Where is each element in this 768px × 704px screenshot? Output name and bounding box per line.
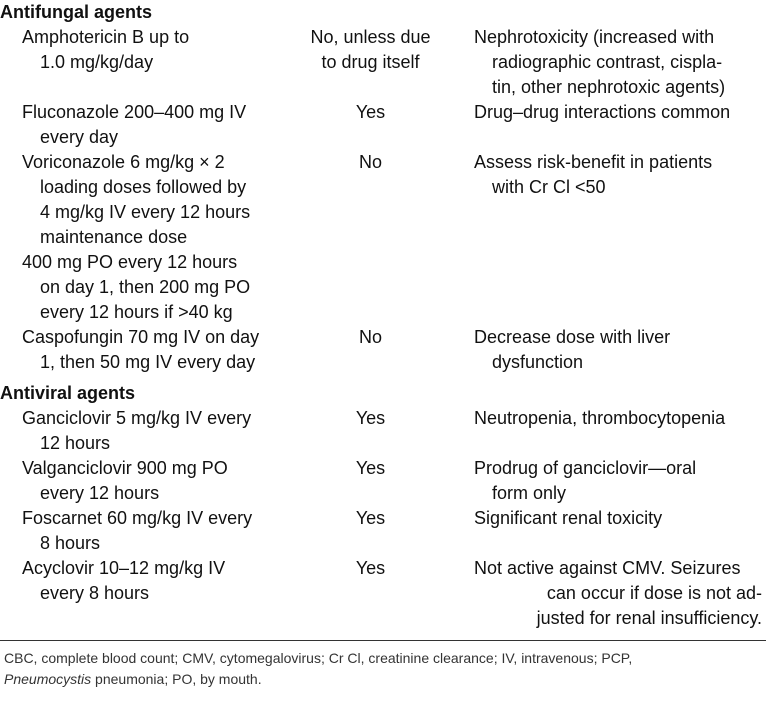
drug-cell [0,406,277,456]
notes-cell [464,325,766,375]
drug-cell-line: every 12 hours if >40 kg [40,302,233,322]
renal-adjustment-cell [277,456,464,506]
drug-cell-line: every 8 hours [40,583,150,603]
drug-cell-line: on day 1, then 200 mg PO [40,277,251,297]
footnote-line-1: CBC, complete blood count; CMV, cytomegalovirus; Cr Cl, creatinine clearance; IV, intravenous; PCP, [4,650,633,666]
drug-cell-line: Caspofungin 70 mg IV on day [22,327,260,347]
table-row [0,150,766,250]
table-row [0,25,766,100]
drug-cell-line: 8 hours [40,533,101,553]
renal-adjustment-cell-line: No [358,152,382,172]
drug-cell [0,456,277,506]
table-row [0,325,766,375]
table-row [0,406,766,456]
drug-cell-line: loading doses followed by [40,177,247,197]
notes-cell-line: Significant renal toxicity [474,508,663,528]
renal-adjustment-cell [277,100,464,150]
renal-adjustment-cell [277,325,464,375]
notes-cell-line: can occur if dose is not ad- [546,583,763,603]
notes-cell-line: Neutropenia, thrombocytopenia [474,408,726,428]
renal-adjustment-cell [277,250,464,325]
renal-adjustment-cell-line: to drug itself [321,52,420,72]
drug-cell-line: every 12 hours [40,483,160,503]
notes-cell-line: Prodrug of ganciclovir—oral [474,458,697,478]
drug-cell [0,506,277,556]
notes-cell-line: form only [492,483,567,503]
footnote-rule [0,640,766,641]
table-row [0,506,766,556]
drug-cell [0,556,277,631]
drug-cell [0,100,277,150]
table-row [0,556,766,631]
renal-adjustment-cell [277,150,464,250]
drug-cell-line: Acyclovir 10–12 mg/kg IV [22,558,226,578]
renal-adjustment-cell-line: No, unless due [310,27,431,47]
drug-cell-line: Valganciclovir 900 mg PO [22,458,228,478]
drug-cell-line: maintenance dose [40,227,188,247]
renal-adjustment-cell-line: Yes [355,102,386,122]
drug-cell-line: Fluconazole 200–400 mg IV [22,102,247,122]
notes-cell [464,25,766,100]
table-row [0,456,766,506]
drug-cell-line: 12 hours [40,433,111,453]
renal-adjustment-cell [277,406,464,456]
notes-cell [464,456,766,506]
notes-cell [464,556,766,631]
notes-cell [464,100,766,150]
table-row [0,250,766,325]
drug-cell-line: Foscarnet 60 mg/kg IV every [22,508,253,528]
renal-adjustment-cell-line: Yes [355,558,386,578]
notes-cell-line: with Cr Cl <50 [492,177,606,197]
drug-cell-line: 1, then 50 mg IV every day [40,352,256,372]
drug-cell-line: every day [40,127,119,147]
section-header-row [0,375,766,406]
drug-cell-line: 1.0 mg/kg/day [40,52,154,72]
footnote-italic-term: Pneumocystis [4,671,92,687]
renal-adjustment-cell-line: Yes [355,408,386,428]
notes-cell-line: dysfunction [492,352,584,372]
drug-cell-line: Ganciclovir 5 mg/kg IV every [22,408,252,428]
notes-cell [464,406,766,456]
drug-cell [0,25,277,100]
renal-adjustment-cell-line: Yes [355,458,386,478]
notes-cell-line: radiographic contrast, cispla- [492,52,723,72]
section-title: Antifungal agents [0,2,152,22]
drug-cell-line: 400 mg PO every 12 hours [22,252,238,272]
drug-cell-line: 4 mg/kg IV every 12 hours [40,202,251,222]
table-row [0,100,766,150]
drug-cell [0,150,277,250]
drug-cell-line: Voriconazole 6 mg/kg × 2 [22,152,225,172]
notes-cell [464,506,766,556]
notes-cell-line: Nephrotoxicity (increased with [474,27,715,47]
notes-cell-line: tin, other nephrotoxic agents) [492,77,726,97]
notes-cell-line: Decrease dose with liver [474,327,671,347]
renal-adjustment-cell [277,506,464,556]
renal-adjustment-cell-line: Yes [355,508,386,528]
notes-cell [464,150,766,250]
section-header-row [0,0,766,25]
drug-cell-line: Amphotericin B up to [22,27,190,47]
notes-cell-line: justed for renal insufficiency. [536,608,763,628]
renal-adjustment-cell [277,25,464,100]
drug-cell [0,325,277,375]
renal-adjustment-cell [277,556,464,631]
section-title: Antiviral agents [0,383,136,403]
notes-cell [464,250,766,325]
drug-cell [0,250,277,325]
footnote-line-2-rest: pneumonia; PO, by mouth. [91,671,262,687]
notes-cell-line: Not active against CMV. Seizures [474,558,741,578]
footnote-line-2 [4,669,754,690]
table-footnote [4,648,754,690]
notes-cell-line: Drug–drug interactions common [474,102,731,122]
renal-adjustment-cell-line: No [358,327,382,347]
notes-cell-line: Assess risk-benefit in patients [474,152,713,172]
